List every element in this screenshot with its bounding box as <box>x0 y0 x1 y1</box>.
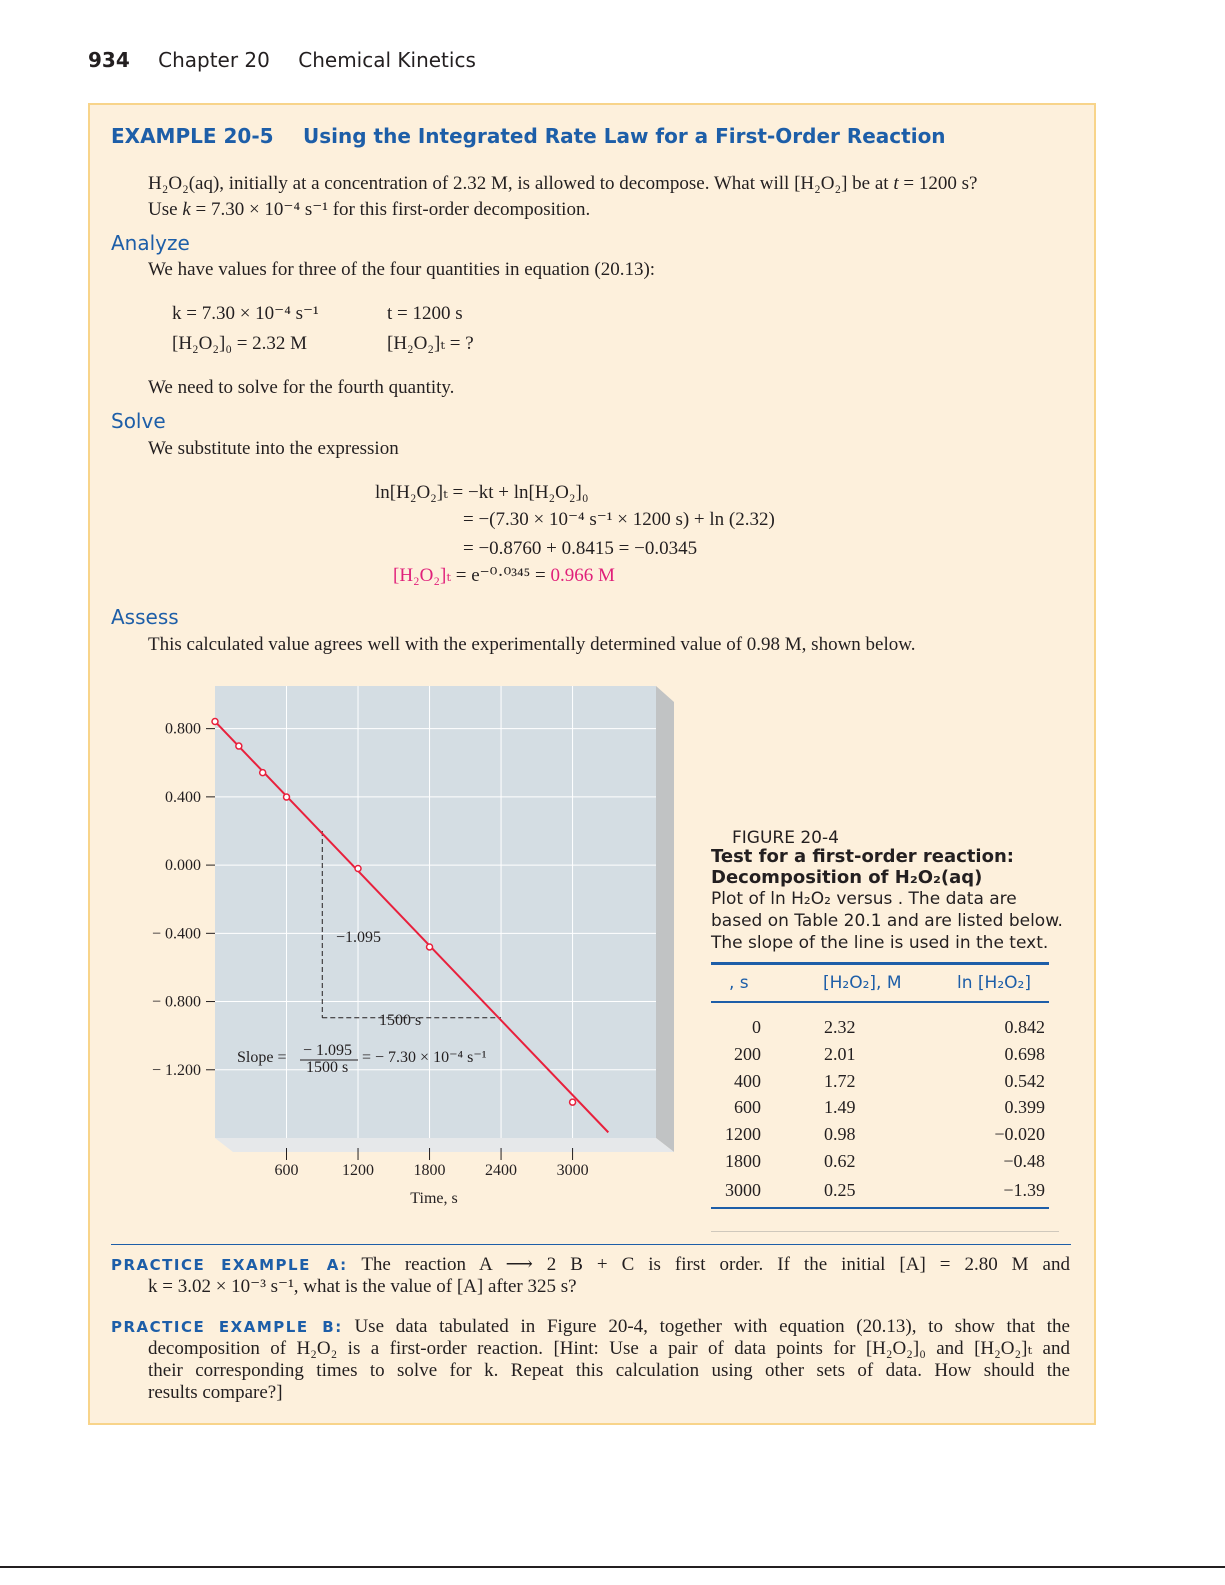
cell-ln-concentration: 0.399 <box>1004 1097 1045 1117</box>
y-tick-label: 0.400 <box>165 788 201 806</box>
problem-line-2 <box>148 197 590 223</box>
first-order-plot <box>130 680 690 1220</box>
table-row <box>711 1124 1049 1148</box>
x-tick-label: 600 <box>274 1162 299 1179</box>
problem-text: Use <box>148 199 183 220</box>
cell-time: 200 <box>734 1044 761 1064</box>
cell-ln-concentration: −0.020 <box>994 1124 1045 1144</box>
chapter-label: Chapter 20 <box>158 48 270 72</box>
practice-a-line-2: k = 3.02 × 10⁻³ s⁻¹, what is the value of [A] after 325 s? <box>148 1276 577 1297</box>
page-bottom-rule <box>0 1566 1225 1568</box>
example-title: Using the Integrated Rate Law for a First-Order Reaction <box>303 124 946 148</box>
caption-line-1: Plot of ln H₂O₂ versus . The data are <box>711 889 1017 909</box>
y-tick-label: 0.800 <box>165 720 201 738</box>
x-tick-label: 2400 <box>485 1162 518 1179</box>
figure-title <box>711 846 1014 888</box>
figure-caption <box>711 888 1063 954</box>
x-tick-label: 1200 <box>342 1162 375 1179</box>
slope-denominator: 1500 s <box>306 1059 349 1076</box>
caption-line-2: based on Table 20.1 and are listed below. <box>711 911 1063 931</box>
table-row <box>711 1151 1049 1175</box>
cell-time: 400 <box>734 1071 761 1091</box>
plot-right-edge <box>656 686 674 1152</box>
chapter-title: Chemical Kinetics <box>298 48 476 72</box>
cell-ln-concentration: 0.542 <box>1004 1071 1045 1091</box>
table-row <box>711 1017 1049 1041</box>
time-variable: t <box>893 173 899 194</box>
solve-intro: We substitute into the expression <box>148 438 399 459</box>
problem-line-1 <box>148 171 977 197</box>
unknown-concentration: [H₂O₂]ₜ = ? <box>387 333 474 354</box>
cell-concentration: 0.62 <box>824 1151 856 1171</box>
cell-concentration: 0.25 <box>824 1180 856 1200</box>
solve-heading: Solve <box>111 409 166 433</box>
practice-b-line-4: results compare?] <box>148 1382 283 1403</box>
y-axis <box>152 721 215 1079</box>
data-point <box>427 944 433 950</box>
table-row <box>711 1097 1049 1121</box>
practice-a-label: PRACTICE EXAMPLE A: <box>111 1256 348 1274</box>
equation-line-1: ln[H₂O₂]ₜ = −kt + ln[H₂O₂]₀ <box>375 482 589 503</box>
given-initial-concentration: [H₂O₂]₀ = 2.32 M <box>172 333 308 354</box>
figure-number: FIGURE 20-4 <box>732 828 839 848</box>
example-label: EXAMPLE 20-5 <box>111 124 274 148</box>
cell-ln-concentration: −1.39 <box>1003 1180 1045 1200</box>
rise-label: −1.095 <box>336 929 382 946</box>
caption-line-3: The slope of the line is used in the text. <box>711 933 1049 953</box>
problem-text: = 7.30 × 10⁻⁴ s⁻¹ for this first-order decomposition. <box>190 199 591 220</box>
y-tick-label: − 1.200 <box>151 1061 201 1079</box>
table-body <box>711 1003 1049 1209</box>
result-value: 0.966 M <box>550 565 615 586</box>
assess-text: This calculated value agrees well with the experimentally determined value of 0.98 M, shown below. <box>148 634 916 655</box>
practice-divider <box>111 1244 1071 1245</box>
header-ln-concentration: ln [H₂O₂] <box>957 973 1031 993</box>
slope-prefix: Slope = <box>237 1049 287 1066</box>
figure-divider <box>711 1231 1059 1232</box>
y-tick-label: − 0.800 <box>151 993 201 1011</box>
figure-title-line-1: Test for a first-order reaction: <box>711 846 1014 867</box>
cell-concentration: 2.32 <box>824 1017 856 1037</box>
practice-b-line-3: their corresponding times to solve for k. Repeat this calculation using other sets of data. How should the <box>148 1360 1070 1381</box>
equation-line-3: = −0.8760 + 0.8415 = −0.0345 <box>463 538 698 559</box>
table-row <box>711 1071 1049 1095</box>
page-number: 934 <box>88 48 130 72</box>
cell-concentration: 0.98 <box>824 1124 856 1144</box>
cell-ln-concentration: −0.48 <box>1003 1151 1045 1171</box>
rate-constant-variable: k <box>182 199 191 220</box>
running-header <box>88 48 476 72</box>
table-header <box>711 962 1049 1003</box>
table-row <box>711 1044 1049 1068</box>
table-row <box>711 1180 1049 1204</box>
data-point <box>570 1099 576 1105</box>
given-k: k = 7.30 × 10⁻⁴ s⁻¹ <box>172 303 319 324</box>
practice-b-text: Use data tabulated in Figure 20-4, together with equation (20.13), to show that the <box>354 1316 1070 1337</box>
data-point <box>212 718 218 724</box>
data-point <box>284 794 290 800</box>
assess-heading: Assess <box>111 605 179 629</box>
data-point <box>355 866 361 872</box>
equation-line-4 <box>393 563 615 589</box>
y-tick-label: 0.000 <box>165 857 201 875</box>
given-t: t = 1200 s <box>387 303 463 324</box>
problem-text: H₂O₂(aq), initially at a concentration of 2.32 M, is allowed to decompose. What will [H₂O₂] be at <box>148 173 894 194</box>
x-tick-label: 1800 <box>413 1162 446 1179</box>
result-lhs: [H₂O₂]ₜ <box>393 565 452 586</box>
equation-line-2: = −(7.30 × 10⁻⁴ s⁻¹ × 1200 s) + ln (2.32) <box>463 509 775 530</box>
analyze-outro: We need to solve for the fourth quantity. <box>148 377 455 398</box>
practice-a-text: The reaction A ⟶ 2 B + C is first order. If the initial [A] = 2.80 M and <box>361 1254 1070 1275</box>
data-point <box>260 770 266 776</box>
cell-concentration: 1.49 <box>824 1097 856 1117</box>
data-point <box>236 743 242 749</box>
cell-time: 1200 <box>725 1124 761 1144</box>
cell-time: 600 <box>734 1097 761 1117</box>
figure-title-line-2: Decomposition of H₂O₂(aq) <box>711 867 983 888</box>
run-label: 1500 s <box>379 1012 422 1029</box>
data-table <box>711 962 1049 1209</box>
practice-b-line-2: decomposition of H₂O₂ is a first-order reaction. [Hint: Use a pair of data points for [H₂O₂]₀ and [H₂O₂]ₜ and <box>148 1338 1070 1359</box>
problem-text: = 1200 s? <box>898 173 978 194</box>
analyze-intro: We have values for three of the four quantities in equation (20.13): <box>148 259 656 280</box>
cell-concentration: 1.72 <box>824 1071 856 1091</box>
cell-time: 3000 <box>725 1180 761 1200</box>
y-tick-label: − 0.400 <box>151 925 201 943</box>
header-time: , s <box>729 973 749 993</box>
x-axis-label: Time, s <box>410 1190 458 1207</box>
result-exponential: = e⁻⁰·⁰³⁴⁵ = <box>455 565 546 586</box>
plot-bottom-edge <box>215 1138 674 1152</box>
x-tick-label: 3000 <box>556 1162 589 1179</box>
cell-concentration: 2.01 <box>824 1044 856 1064</box>
header-concentration: [H₂O₂], M <box>823 973 902 993</box>
slope-numerator: − 1.095 <box>303 1042 353 1059</box>
cell-time: 1800 <box>725 1151 761 1171</box>
x-axis <box>275 1148 589 1179</box>
cell-ln-concentration: 0.698 <box>1004 1044 1045 1064</box>
cell-ln-concentration: 0.842 <box>1004 1017 1045 1037</box>
slope-result: = − 7.30 × 10⁻⁴ s⁻¹ <box>362 1049 487 1066</box>
practice-b-label: PRACTICE EXAMPLE B: <box>111 1318 343 1336</box>
analyze-heading: Analyze <box>111 231 190 255</box>
cell-time: 0 <box>752 1017 761 1037</box>
